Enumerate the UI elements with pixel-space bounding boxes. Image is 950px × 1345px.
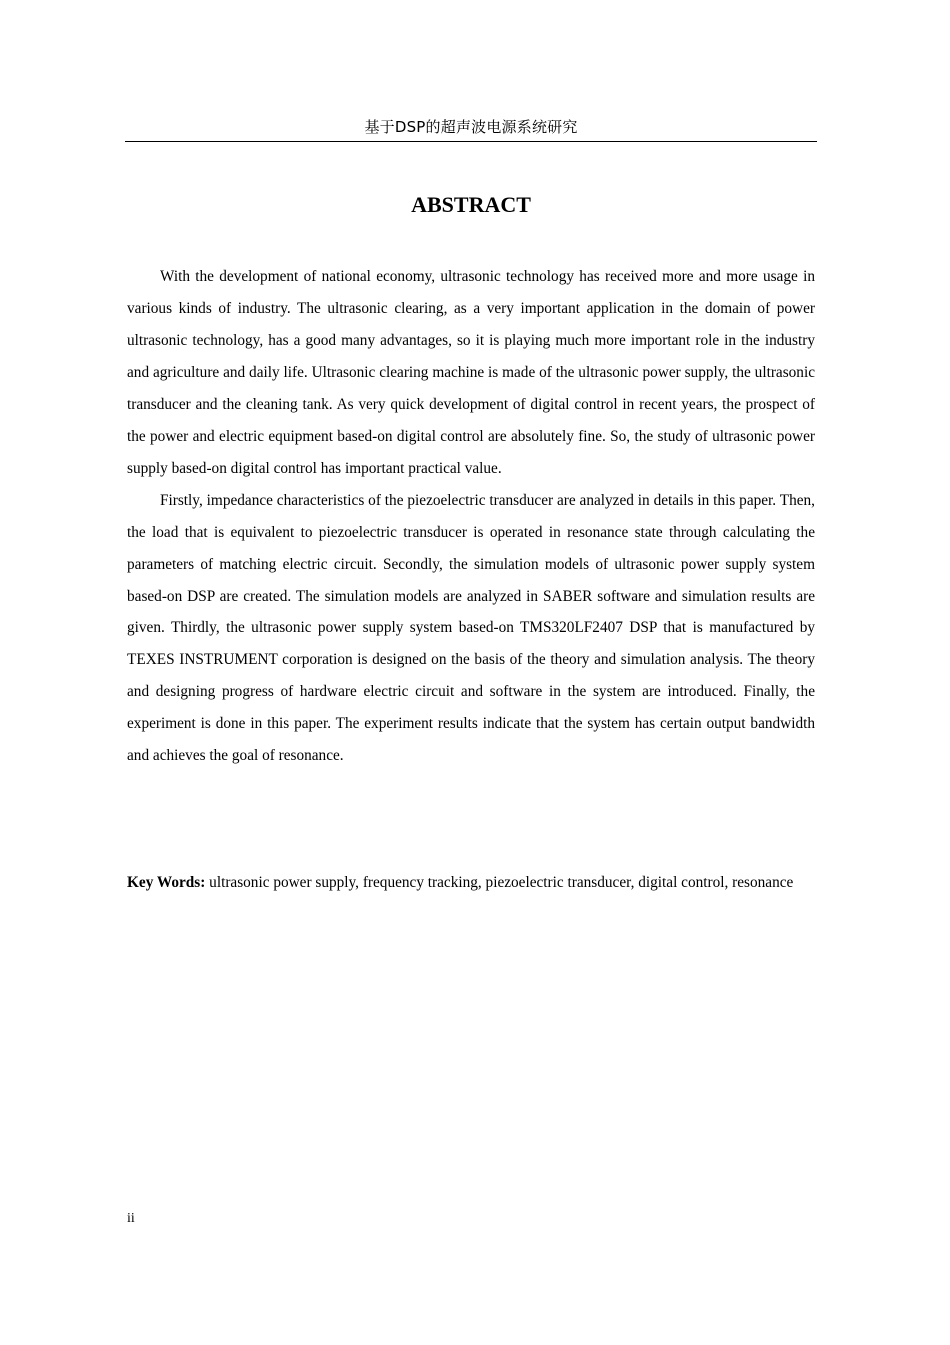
page-number: ii [127, 1211, 135, 1226]
keywords-label: Key Words: [127, 874, 206, 891]
abstract-paragraph-1: With the development of national economy, ultrasonic technology has received more and more usage in various kinds of industry. The ultrasonic clearing, as a very important application in the domain of power ultrasonic technology, has a good many advantages, so it is playing much more important role in the industry and agriculture and daily life. Ultrasonic clearing machine is made of the ultrasonic power supply, the ultrasonic transducer and the cleaning tank. As very quick development of digital control in recent years, the prospect of the power and electric equipment based-on digital control are absolutely fine. So, the study of ultrasonic power supply based-on digital control has important practical value. [127, 268, 815, 477]
abstract-body [127, 261, 815, 772]
abstract-paragraph-2: Firstly, impedance characteristics of the piezoelectric transducer are analyzed in details in this paper. Then, the load that is equivalent to piezoelectric transducer is operated in resonance state through calculating the parameters of matching electric circuit. Secondly, the simulation models of ultrasonic power supply system based-on DSP are created. The simulation models are analyzed in SABER software and simulation results are given. Thirdly, the ultrasonic power supply system based-on TMS320LF2407 DSP that is manufactured by TEXES INSTRUMENT corporation is designed on the basis of the theory and simulation analysis. The theory and designing progress of hardware electric circuit and software in the system are introduced. Finally, the experiment is done in this paper. The experiment results indicate that the system has certain output bandwidth and achieves the goal of resonance. [127, 491, 815, 765]
header-rule [125, 141, 817, 142]
running-header: 基于DSP的超声波电源系统研究 [364, 118, 578, 136]
abstract-title: ABSTRACT [411, 192, 531, 217]
keywords-block [127, 867, 815, 899]
keywords-text: ultrasonic power supply, frequency tracking, piezoelectric transducer, digital control, resonance [209, 874, 794, 891]
